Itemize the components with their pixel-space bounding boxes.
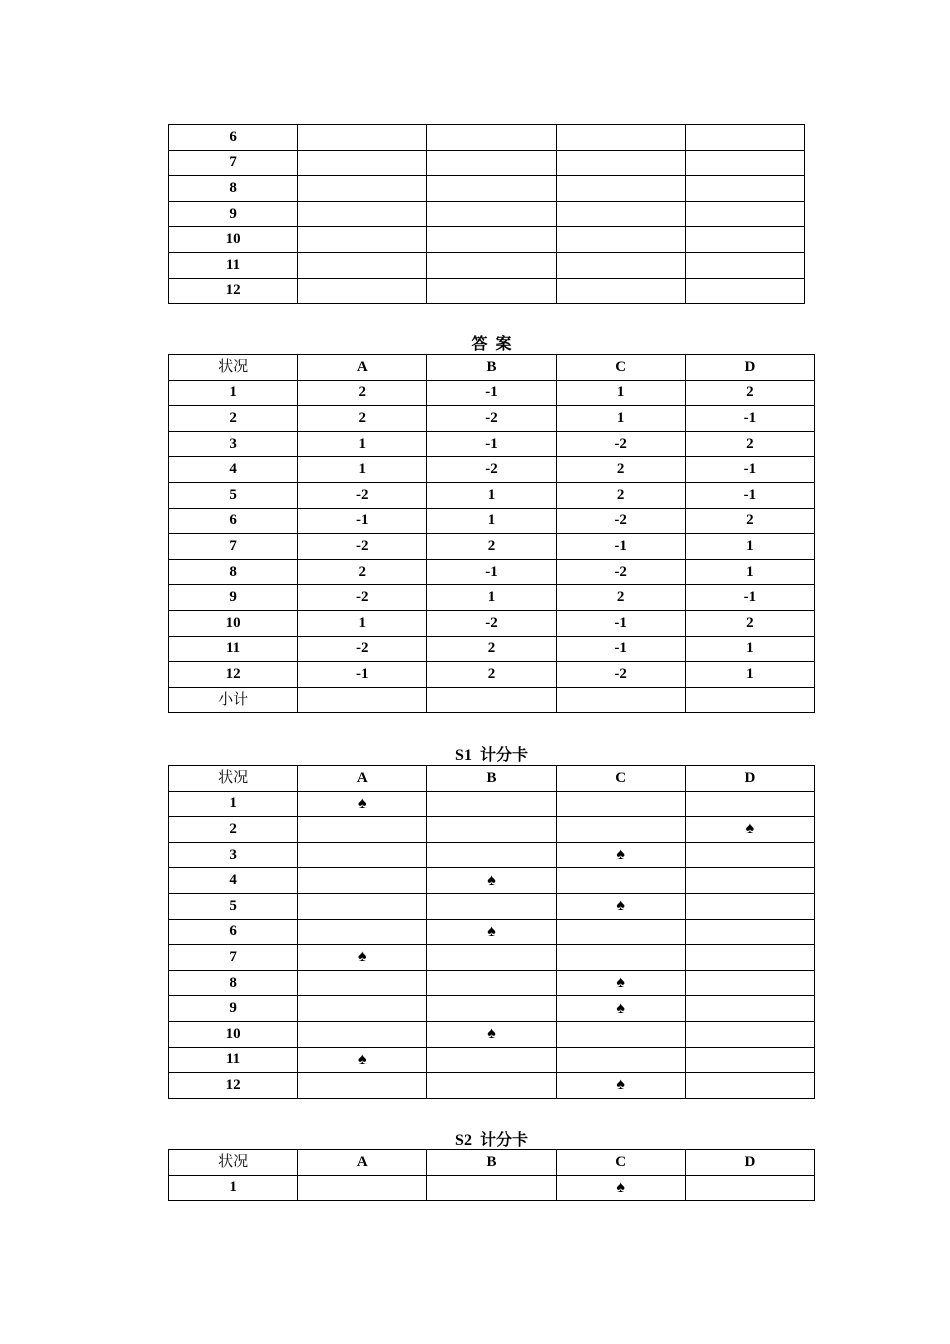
header-cell-status: 状况	[169, 355, 298, 381]
row-label: 9	[169, 996, 298, 1022]
table-row	[169, 585, 815, 611]
table-row	[169, 893, 815, 919]
score-cell: -1	[298, 508, 427, 534]
row-label: 10	[169, 227, 298, 253]
table-cell	[556, 150, 685, 176]
table-cell	[298, 227, 427, 253]
choice-cell-b	[427, 945, 556, 971]
score-cell: -2	[556, 508, 685, 534]
score-cell: -1	[685, 585, 814, 611]
row-label: 8	[169, 970, 298, 996]
score-cell: -2	[556, 559, 685, 585]
score-cell: -1	[298, 662, 427, 688]
table-row	[169, 945, 815, 971]
table-row	[169, 662, 815, 688]
score-cell: -2	[298, 534, 427, 560]
table-row	[169, 919, 815, 945]
table-row	[169, 868, 815, 894]
choice-cell-d	[685, 791, 814, 817]
table-row	[169, 791, 815, 817]
table-row	[169, 610, 815, 636]
subtotal-row	[169, 687, 815, 713]
choice-cell-a	[298, 893, 427, 919]
table-row	[169, 176, 805, 202]
table-cell	[427, 227, 556, 253]
table-cell	[298, 150, 427, 176]
table-cell	[685, 176, 804, 202]
table-row	[169, 559, 815, 585]
table-row	[169, 1175, 815, 1201]
table-row	[169, 252, 805, 278]
choice-cell-b	[427, 970, 556, 996]
row-label: 2	[169, 817, 298, 843]
score-cell: 2	[556, 457, 685, 483]
table-cell	[427, 176, 556, 202]
s1-table-title: S1 计分卡	[455, 747, 528, 764]
table-row	[169, 125, 805, 151]
choice-cell-d	[685, 1175, 814, 1201]
choice-cell-c	[556, 996, 685, 1022]
score-cell: 1	[556, 380, 685, 406]
table-cell	[685, 278, 804, 304]
choice-cell-b	[427, 1175, 556, 1201]
spade-icon: ♠	[487, 922, 496, 940]
table-cell	[556, 278, 685, 304]
table-cell	[685, 227, 804, 253]
choice-cell-d	[685, 945, 814, 971]
row-label: 10	[169, 1021, 298, 1047]
table-cell	[427, 278, 556, 304]
spade-icon: ♠	[358, 794, 367, 812]
table-cell	[685, 252, 804, 278]
row-label: 7	[169, 534, 298, 560]
score-cell: 2	[685, 508, 814, 534]
choice-cell-b	[427, 1021, 556, 1047]
s2-header-row	[169, 1150, 815, 1176]
spade-icon: ♠	[487, 1025, 496, 1043]
choice-cell-d	[685, 970, 814, 996]
score-cell: -1	[685, 406, 814, 432]
score-cell: 2	[556, 482, 685, 508]
choice-cell-c	[556, 1175, 685, 1201]
table-row	[169, 1073, 815, 1099]
spade-icon: ♠	[358, 948, 367, 966]
row-label: 12	[169, 1073, 298, 1099]
row-label: 11	[169, 636, 298, 662]
choice-cell-d	[685, 996, 814, 1022]
choice-cell-d	[685, 1021, 814, 1047]
spade-icon: ♠	[487, 871, 496, 889]
score-cell: 1	[685, 534, 814, 560]
table-cell	[685, 125, 804, 151]
row-label: 4	[169, 868, 298, 894]
score-cell: 2	[556, 585, 685, 611]
table-row	[169, 508, 815, 534]
score-cell: -1	[427, 431, 556, 457]
choice-cell-c	[556, 893, 685, 919]
header-cell-c: C	[556, 355, 685, 381]
table-row	[169, 482, 815, 508]
score-cell: 1	[556, 406, 685, 432]
header-cell-b: B	[427, 766, 556, 792]
choice-cell-c	[556, 970, 685, 996]
row-label: 9	[169, 201, 298, 227]
table-row	[169, 1047, 815, 1073]
header-cell-d: D	[685, 766, 814, 792]
row-label: 8	[169, 176, 298, 202]
choice-cell-d	[685, 817, 814, 843]
choice-cell-a	[298, 1073, 427, 1099]
score-cell: 1	[685, 559, 814, 585]
row-label: 11	[169, 252, 298, 278]
table-cell	[685, 201, 804, 227]
score-cell: 1	[298, 431, 427, 457]
score-cell: -2	[427, 457, 556, 483]
choice-cell-a	[298, 970, 427, 996]
row-label: 4	[169, 457, 298, 483]
choice-cell-b	[427, 919, 556, 945]
choice-cell-c	[556, 1073, 685, 1099]
row-label: 11	[169, 1047, 298, 1073]
row-label: 5	[169, 482, 298, 508]
table-cell	[556, 201, 685, 227]
spade-icon: ♠	[616, 1178, 625, 1196]
score-cell: 2	[427, 662, 556, 688]
choice-cell-c	[556, 868, 685, 894]
score-cell: 2	[427, 636, 556, 662]
score-cell: -2	[298, 482, 427, 508]
choice-cell-c	[556, 842, 685, 868]
table-row	[169, 201, 805, 227]
score-cell: 1	[685, 662, 814, 688]
choice-cell-a	[298, 945, 427, 971]
score-cell: 1	[298, 610, 427, 636]
score-cell: 2	[298, 406, 427, 432]
header-cell-a: A	[298, 355, 427, 381]
table-row	[169, 842, 815, 868]
table-cell	[685, 150, 804, 176]
score-cell: -2	[298, 636, 427, 662]
table-cell	[298, 278, 427, 304]
header-cell-c: C	[556, 1150, 685, 1176]
choice-cell-b	[427, 791, 556, 817]
header-cell-d: D	[685, 355, 814, 381]
answer-header-row	[169, 355, 815, 381]
row-label: 5	[169, 893, 298, 919]
choice-cell-b	[427, 1073, 556, 1099]
row-label: 8	[169, 559, 298, 585]
choice-cell-b	[427, 868, 556, 894]
table-row	[169, 380, 815, 406]
header-cell-c: C	[556, 766, 685, 792]
choice-cell-c	[556, 1047, 685, 1073]
row-label: 12	[169, 662, 298, 688]
row-label: 2	[169, 406, 298, 432]
choice-cell-a	[298, 996, 427, 1022]
score-cell: -2	[427, 610, 556, 636]
table-cell	[427, 150, 556, 176]
spade-icon: ♠	[745, 820, 755, 838]
score-cell: -1	[556, 636, 685, 662]
score-cell: -1	[556, 534, 685, 560]
choice-cell-b	[427, 842, 556, 868]
table-row	[169, 636, 815, 662]
choice-cell-d	[685, 1073, 814, 1099]
subtotal-cell-b	[427, 687, 556, 713]
row-label: 6	[169, 125, 298, 151]
score-cell: 2	[685, 610, 814, 636]
choice-cell-d	[685, 893, 814, 919]
table-cell	[298, 252, 427, 278]
score-cell: 1	[427, 585, 556, 611]
score-cell: -1	[556, 610, 685, 636]
row-label: 3	[169, 842, 298, 868]
subtotal-cell-d	[685, 687, 814, 713]
table-cell	[298, 176, 427, 202]
subtotal-label: 小计	[169, 687, 298, 713]
row-label: 7	[169, 150, 298, 176]
table-row	[169, 817, 815, 843]
table-cell	[427, 252, 556, 278]
row-label: 6	[169, 508, 298, 534]
subtotal-cell-a	[298, 687, 427, 713]
table-cell	[556, 176, 685, 202]
choice-cell-d	[685, 842, 814, 868]
table-cell	[556, 125, 685, 151]
header-cell-status: 状况	[169, 1150, 298, 1176]
row-label: 12	[169, 278, 298, 304]
table-cell	[298, 125, 427, 151]
choice-cell-c	[556, 791, 685, 817]
score-cell: -1	[685, 482, 814, 508]
choice-cell-d	[685, 919, 814, 945]
table-cell	[427, 125, 556, 151]
score-cell: 2	[427, 534, 556, 560]
choice-cell-a	[298, 791, 427, 817]
score-cell: 1	[298, 457, 427, 483]
table-row	[169, 996, 815, 1022]
score-cell: -1	[427, 559, 556, 585]
subtotal-cell-c	[556, 687, 685, 713]
choice-cell-a	[298, 1021, 427, 1047]
table-cell	[298, 201, 427, 227]
table-row	[169, 1021, 815, 1047]
score-cell: 2	[298, 559, 427, 585]
score-cell: -2	[298, 585, 427, 611]
score-cell: 1	[685, 636, 814, 662]
table-row	[169, 970, 815, 996]
table-row	[169, 227, 805, 253]
table-row	[169, 406, 815, 432]
table-row	[169, 534, 815, 560]
s1-score-card	[168, 765, 815, 1099]
score-cell: 1	[427, 482, 556, 508]
row-label: 9	[169, 585, 298, 611]
choice-cell-a	[298, 1047, 427, 1073]
score-cell: 2	[685, 431, 814, 457]
spade-icon: ♠	[616, 999, 625, 1017]
choice-cell-b	[427, 996, 556, 1022]
header-cell-status: 状况	[169, 766, 298, 792]
choice-cell-c	[556, 1021, 685, 1047]
score-cell: 2	[685, 380, 814, 406]
header-cell-b: B	[427, 355, 556, 381]
choice-cell-a	[298, 1175, 427, 1201]
header-cell-a: A	[298, 766, 427, 792]
choice-cell-a	[298, 868, 427, 894]
score-cell: -2	[427, 406, 556, 432]
row-label: 3	[169, 431, 298, 457]
choice-cell-c	[556, 919, 685, 945]
row-label: 1	[169, 1175, 298, 1201]
spade-icon: ♠	[616, 974, 625, 992]
header-cell-a: A	[298, 1150, 427, 1176]
header-cell-d: D	[685, 1150, 814, 1176]
row-label: 1	[169, 380, 298, 406]
s2-table-title: S2 计分卡	[455, 1132, 528, 1149]
choice-cell-c	[556, 945, 685, 971]
table-cell	[427, 201, 556, 227]
choice-cell-a	[298, 842, 427, 868]
spade-icon: ♠	[616, 897, 625, 915]
choice-cell-b	[427, 817, 556, 843]
score-cell: -2	[556, 431, 685, 457]
score-cell: 2	[298, 380, 427, 406]
choice-cell-c	[556, 817, 685, 843]
answer-table	[168, 354, 815, 713]
table-cell	[556, 252, 685, 278]
score-cell: 1	[427, 508, 556, 534]
spade-icon: ♠	[358, 1050, 367, 1068]
row-label: 1	[169, 791, 298, 817]
table-row	[169, 278, 805, 304]
score-cell: -1	[427, 380, 556, 406]
choice-cell-b	[427, 893, 556, 919]
row-label: 10	[169, 610, 298, 636]
score-cell: -1	[685, 457, 814, 483]
header-cell-b: B	[427, 1150, 556, 1176]
spade-icon: ♠	[616, 1076, 625, 1094]
answer-table-title: 答 案	[471, 336, 512, 353]
spade-icon: ♠	[616, 846, 625, 864]
s2-score-card	[168, 1149, 815, 1201]
choice-cell-d	[685, 1047, 814, 1073]
choice-cell-b	[427, 1047, 556, 1073]
top-continuation-table	[168, 124, 805, 304]
s1-header-row	[169, 766, 815, 792]
choice-cell-d	[685, 868, 814, 894]
table-row	[169, 457, 815, 483]
table-cell	[556, 227, 685, 253]
row-label: 6	[169, 919, 298, 945]
table-row	[169, 150, 805, 176]
choice-cell-a	[298, 919, 427, 945]
score-cell: -2	[556, 662, 685, 688]
row-label: 7	[169, 945, 298, 971]
table-row	[169, 431, 815, 457]
choice-cell-a	[298, 817, 427, 843]
